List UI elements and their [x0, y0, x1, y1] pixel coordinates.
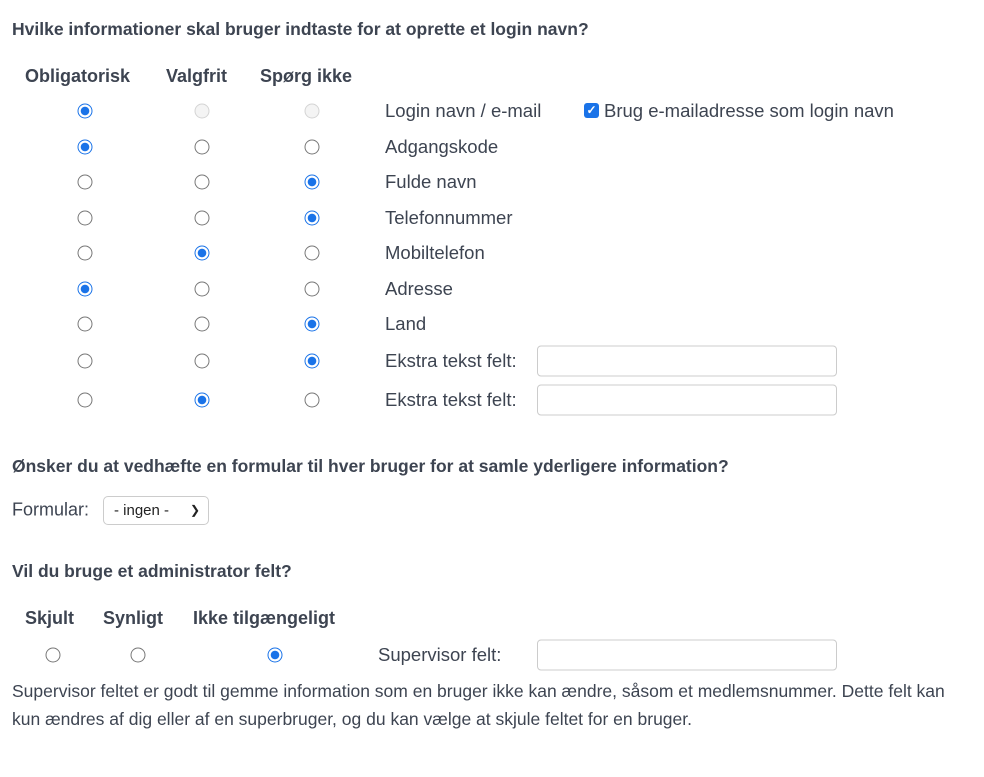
column-header-mandatory: Obligatorisk [25, 66, 131, 86]
column-header-visible: Synligt [103, 608, 164, 628]
use-email-as-login-label: Brug e-mailadresse som login navn [604, 100, 894, 121]
extra-text-field-input[interactable] [537, 346, 837, 377]
radio-optional [195, 104, 210, 119]
form-select-value: - ingen - [114, 502, 170, 519]
field-label: Adgangskode [385, 136, 499, 157]
radio-optional[interactable] [195, 282, 210, 297]
admin-visible-radio[interactable] [131, 648, 146, 663]
radio-dont-ask[interactable] [305, 393, 320, 408]
column-header-optional: Valgfrit [166, 66, 228, 86]
field-label: Login navn / e-mail [385, 100, 542, 121]
chevron-down-icon: ❯ [189, 503, 200, 517]
radio-mandatory[interactable] [78, 211, 93, 226]
form-label: Formular: [12, 499, 90, 520]
radio-optional[interactable] [195, 354, 210, 369]
radio-mandatory[interactable] [78, 246, 93, 261]
radio-dont-ask[interactable] [305, 246, 320, 261]
radio-optional[interactable] [195, 246, 210, 261]
radio-dont-ask[interactable] [305, 140, 320, 155]
column-header-hidden: Skjult [25, 608, 75, 628]
admin-unavailable-radio[interactable] [268, 648, 283, 663]
radio-optional[interactable] [195, 393, 210, 408]
supervisor-field-label: Supervisor felt: [378, 644, 502, 665]
radio-mandatory[interactable] [78, 282, 93, 297]
radio-dont-ask [305, 104, 320, 119]
radio-optional[interactable] [195, 211, 210, 226]
supervisor-field-input[interactable] [537, 640, 837, 671]
radio-optional[interactable] [195, 140, 210, 155]
use-email-as-login-checkbox[interactable]: ✓ [584, 103, 599, 118]
section-title-login-info: Hvilke informationer skal bruger indtaste for at oprette et login navn? [12, 19, 589, 39]
form-select[interactable] [103, 496, 209, 525]
radio-mandatory[interactable] [78, 104, 93, 119]
radio-mandatory[interactable] [78, 354, 93, 369]
radio-mandatory[interactable] [78, 317, 93, 332]
field-label: Land [385, 313, 427, 334]
field-label: Fulde navn [385, 171, 477, 192]
field-label: Mobiltelefon [385, 242, 485, 263]
field-label: Ekstra tekst felt: [385, 389, 517, 410]
field-label: Telefonnummer [385, 207, 513, 228]
radio-dont-ask[interactable] [305, 354, 320, 369]
radio-optional[interactable] [195, 175, 210, 190]
radio-mandatory[interactable] [78, 393, 93, 408]
radio-optional[interactable] [195, 317, 210, 332]
radio-dont-ask[interactable] [305, 282, 320, 297]
field-label: Adresse [385, 278, 453, 299]
column-header-dont-ask: Spørg ikke [260, 66, 353, 86]
section-title-form: Ønsker du at vedhæfte en formular til hver bruger for at samle yderligere information? [12, 456, 729, 476]
extra-text-field-input[interactable] [537, 385, 837, 416]
section-title-admin-field: Vil du bruge et administrator felt? [12, 561, 292, 581]
supervisor-description: Supervisor feltet er godt til gemme information som en bruger ikke kan ændre, såsom et medlemsnummer. Dette felt kan kun ændres af dig eller af en superbruger, og du kan vælge at skjule feltet for en bruger. [12, 681, 945, 729]
admin-hidden-radio[interactable] [46, 648, 61, 663]
radio-mandatory[interactable] [78, 140, 93, 155]
radio-dont-ask[interactable] [305, 175, 320, 190]
field-label: Ekstra tekst felt: [385, 350, 517, 371]
radio-dont-ask[interactable] [305, 317, 320, 332]
radio-dont-ask[interactable] [305, 211, 320, 226]
radio-mandatory[interactable] [78, 175, 93, 190]
column-header-unavailable: Ikke tilgængeligt [193, 608, 336, 628]
